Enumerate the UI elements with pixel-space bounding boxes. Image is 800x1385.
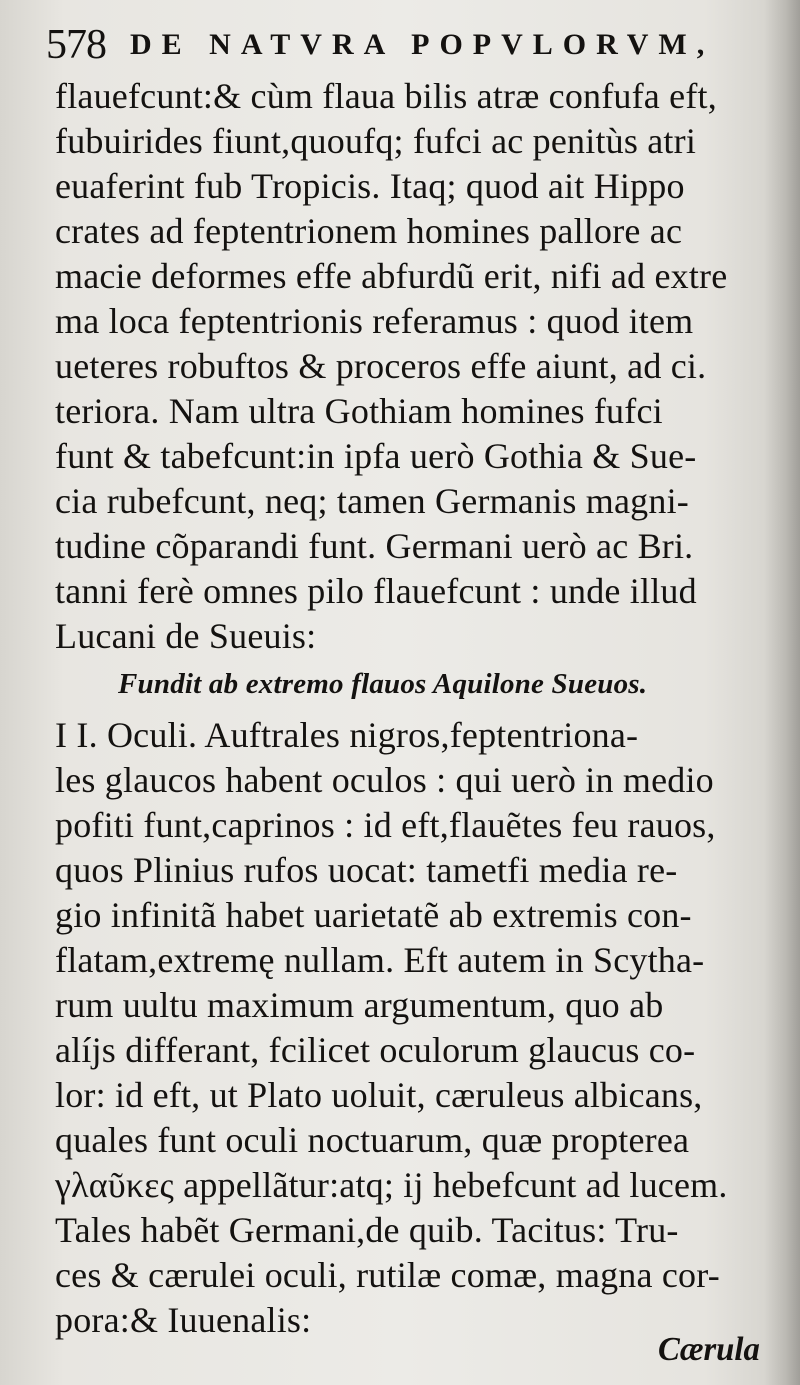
text-line: teriora. Nam ultra Gothiam homines fufci (55, 391, 663, 431)
text-line: lor: id eft, ut Plato uoluit, cæruleus albicans, (55, 1075, 703, 1115)
running-title: DE NATVRA POPVLORVM, (130, 28, 715, 61)
text-line: les glaucos habent oculos : qui uerò in medio (55, 760, 714, 800)
text-line: ma loca feptentrionis referamus : quod item (55, 301, 694, 341)
text-line: ueteres robuftos & proceros effe aiunt, ad ci. (55, 346, 707, 386)
text-line: Lucani de Sueuis: (55, 616, 317, 656)
text-line: rum uultu maximum argumentum, quo ab (55, 985, 664, 1025)
text-line: flatam,extremę nullam. Eft autem in Scytha- (55, 940, 705, 980)
text-line: gio infinitã habet uarietatẽ ab extremis con- (55, 895, 692, 935)
text-line: euaferint fub Tropicis. Itaq; quod ait Hippo (55, 166, 685, 206)
text-line: cia rubefcunt, neq; tamen Germanis magni- (55, 481, 689, 521)
text-line: quales funt oculi noctuarum, quæ propterea (55, 1120, 690, 1160)
text-line: I I. Oculi. Auftrales nigros,feptentriona- (55, 715, 639, 755)
text-line: fubuirides fiunt,quoufq; fufci ac penitùs atri (55, 121, 697, 161)
verse-quotation: Fundit ab extremo flauos Aquilone Sueuos. (118, 668, 648, 700)
text-line: flauefcunt:& cùm flaua bilis atræ confufa eft, (55, 76, 717, 116)
catchword: Cærula (658, 1331, 760, 1368)
text-line: pora:& Iuuenalis: (55, 1300, 312, 1340)
text-line: pofiti funt,caprinos : id eft,flauẽtes feu rauos, (55, 805, 716, 845)
text-line: quos Plinius rufos uocat: tametfi media re- (55, 850, 678, 890)
text-line: alíjs differant, fcilicet oculorum glaucus co- (55, 1030, 696, 1070)
text-line: tanni ferè omnes pilo flauefcunt : unde illud (55, 571, 697, 611)
text-line: Tales habẽt Germani,de quib. Tacitus: Tru- (55, 1210, 679, 1250)
text-line: macie deformes effe abfurdũ erit, nifi ad extre (55, 256, 728, 296)
page-gutter-shadow (764, 0, 800, 1385)
text-line: tudine cõparandi funt. Germani uerò ac Bri. (55, 526, 694, 566)
text-line: funt & tabefcunt:in ipfa uerò Gothia & Sue- (55, 436, 697, 476)
text-line: γλαῦκες appellãtur:atq; ij hebefcunt ad lucem. (55, 1165, 728, 1205)
text-line: crates ad feptentrionem homines pallore ac (55, 211, 683, 251)
page-number: 578 (46, 22, 106, 68)
text-line: ces & cærulei oculi, rutilæ comæ, magna cor- (55, 1255, 720, 1295)
